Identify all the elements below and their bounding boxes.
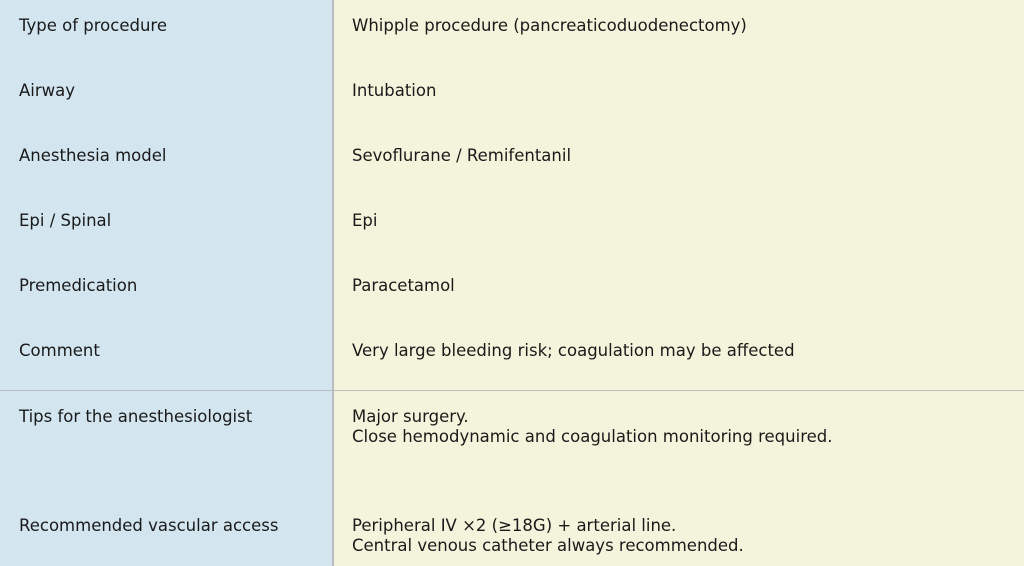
row-label (0, 260, 334, 327)
row-value-text: Very large bleeding risk; coagulation may be affected (352, 341, 795, 360)
row-label-text: Premedication (19, 276, 138, 295)
row-label-text: Comment (19, 341, 100, 360)
row-label-text: Recommended vascular access (19, 516, 279, 535)
row-value (334, 500, 1024, 566)
row-label (0, 500, 334, 566)
row-value-text: Paracetamol (352, 276, 455, 295)
row-value (334, 65, 1024, 132)
row-value (334, 260, 1024, 327)
row-label (0, 65, 334, 132)
row-label-text: Tips for the anesthesiologist (19, 407, 253, 426)
row-value-text: Intubation (352, 81, 437, 100)
row-value (334, 0, 1024, 67)
row-label-text: Epi / Spinal (19, 211, 112, 230)
row-label-text: Anesthesia model (19, 146, 167, 165)
table-row (0, 325, 1024, 392)
table-row (0, 130, 1024, 197)
table-row (0, 0, 1024, 67)
row-value-line-1: Major surgery. (352, 407, 469, 426)
row-label (0, 391, 334, 502)
row-value-text: Whipple procedure (pancreaticoduodenectomy) (352, 16, 747, 35)
row-label (0, 130, 334, 197)
row-label (0, 195, 334, 262)
row-value-line-2: Close hemodynamic and coagulation monitoring required. (352, 426, 833, 446)
row-label (0, 0, 334, 67)
table-row (0, 65, 1024, 132)
table-row (0, 391, 1024, 502)
row-label-text: Type of procedure (19, 16, 168, 35)
row-label (0, 325, 334, 392)
row-value-line-1: Peripheral IV ×2 (≥18G) + arterial line. (352, 516, 677, 535)
row-value (334, 391, 1024, 502)
row-label-text: Airway (19, 81, 76, 100)
table-row (0, 195, 1024, 262)
table-row (0, 500, 1024, 566)
row-value (334, 130, 1024, 197)
row-value-text: Sevoflurane / Remifentanil (352, 146, 572, 165)
row-value-text: Epi (352, 211, 378, 230)
row-value (334, 325, 1024, 392)
row-value-line-2: Central venous catheter always recommended. (352, 535, 744, 555)
row-value (334, 195, 1024, 262)
table-row (0, 260, 1024, 327)
